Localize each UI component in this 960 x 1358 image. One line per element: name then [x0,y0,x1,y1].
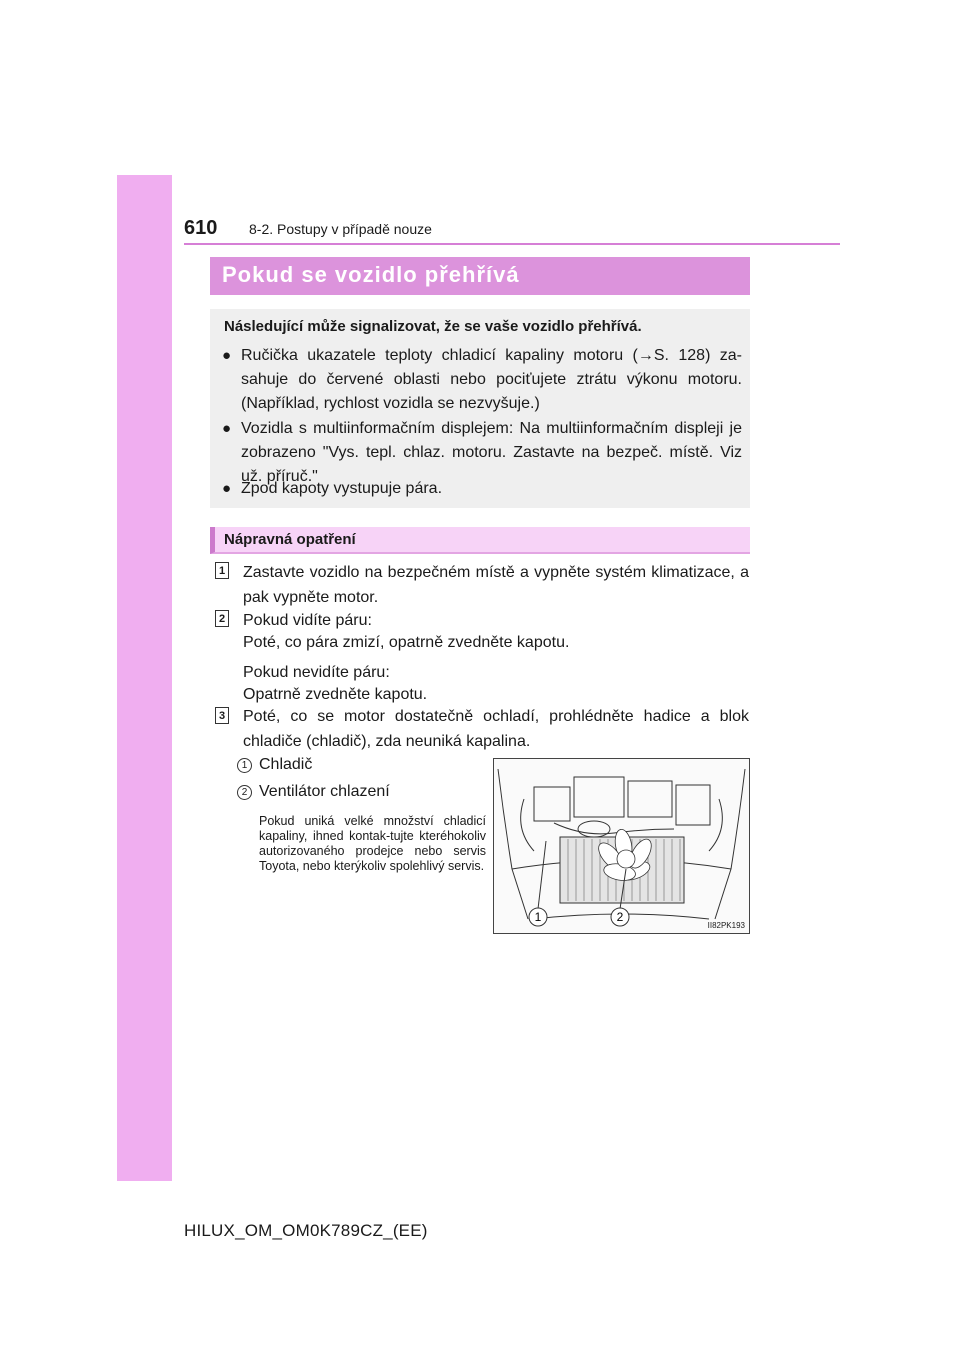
symptoms-intro: Následující může signalizovat, že se vaše vozidlo přehřívá. [224,318,642,335]
step-number-badge: 2 [215,610,229,627]
section-title-bar [210,257,750,295]
step-number-badge: 1 [215,562,229,579]
legend-label: Chladič [259,756,313,773]
step-text: Opatrně zvedněte kapotu. [243,686,428,703]
engine-bay-illustration [493,758,750,934]
bullet-icon: ● [222,480,232,497]
header-rule [184,243,840,245]
bullet-icon: ● [222,420,232,437]
leak-note: Pokud uniká velké množství chladicí kapaliny, ihned kontak-tujte kteréhokoliv autorizovaného prodejce nebo servis Toyota, nebo kterýkoliv spolehlivý servis. [259,814,486,873]
engine-bay-drawing [494,759,749,933]
document-footer: HILUX_OM_OM0K789CZ_(EE) [184,1221,428,1240]
symptom-item: ● Ručička ukazatele teploty chladicí kapaliny motoru (→S. 128) za-sahuje do červené oblasti nebo pociťujete ztrátu výkonu motoru. (Například, rychlost vozidla se nezvyšuje.) [222,344,742,416]
legend-label: Ventilátor chlazení [259,783,390,800]
step-text: Poté, co se motor dostatečně ochladí, prohlédněte hadice a blok chladiče (chladič), zda neuniká kapalina. [243,708,749,750]
legend-number-icon: 1 [237,758,252,773]
chapter-heading: 8-2. Postupy v případě nouze [249,221,432,237]
bullet-icon: ● [222,347,232,364]
legend-number-icon: 2 [237,785,252,800]
step-text: Pokud vidíte páru: [243,612,372,629]
symptom-item: ● Vozidla s multiinformačním displejem: Na multiinformačním displeji je zobrazeno "Vys. tepl. chlaz. motoru. Zastavte na bezpeč. místě. Viz už. příruč." [222,417,742,489]
symptoms-box [210,309,750,508]
step-number-badge: 3 [215,707,229,724]
figure-code: II82PK193 [707,921,745,930]
symptom-item: ● Zpod kapoty vystupuje pára. [222,477,742,501]
page-number: 610 [184,217,218,239]
subheading: Nápravná opatření [224,531,356,548]
step-text: Pokud nevidíte páru: [243,664,390,681]
section-title: Pokud se vozidlo přehřívá [222,262,520,287]
side-tab-strip [117,175,172,1181]
step-text: Poté, co pára zmizí, opatrně zvedněte kapotu. [243,634,570,651]
step-text: Zastavte vozidlo na bezpečném místě a vypněte systém klimatizace, a pak vypněte motor. [243,564,749,606]
subheading-bar [210,527,750,554]
callout-1: 1 [534,910,542,924]
callout-2: 2 [616,910,624,924]
